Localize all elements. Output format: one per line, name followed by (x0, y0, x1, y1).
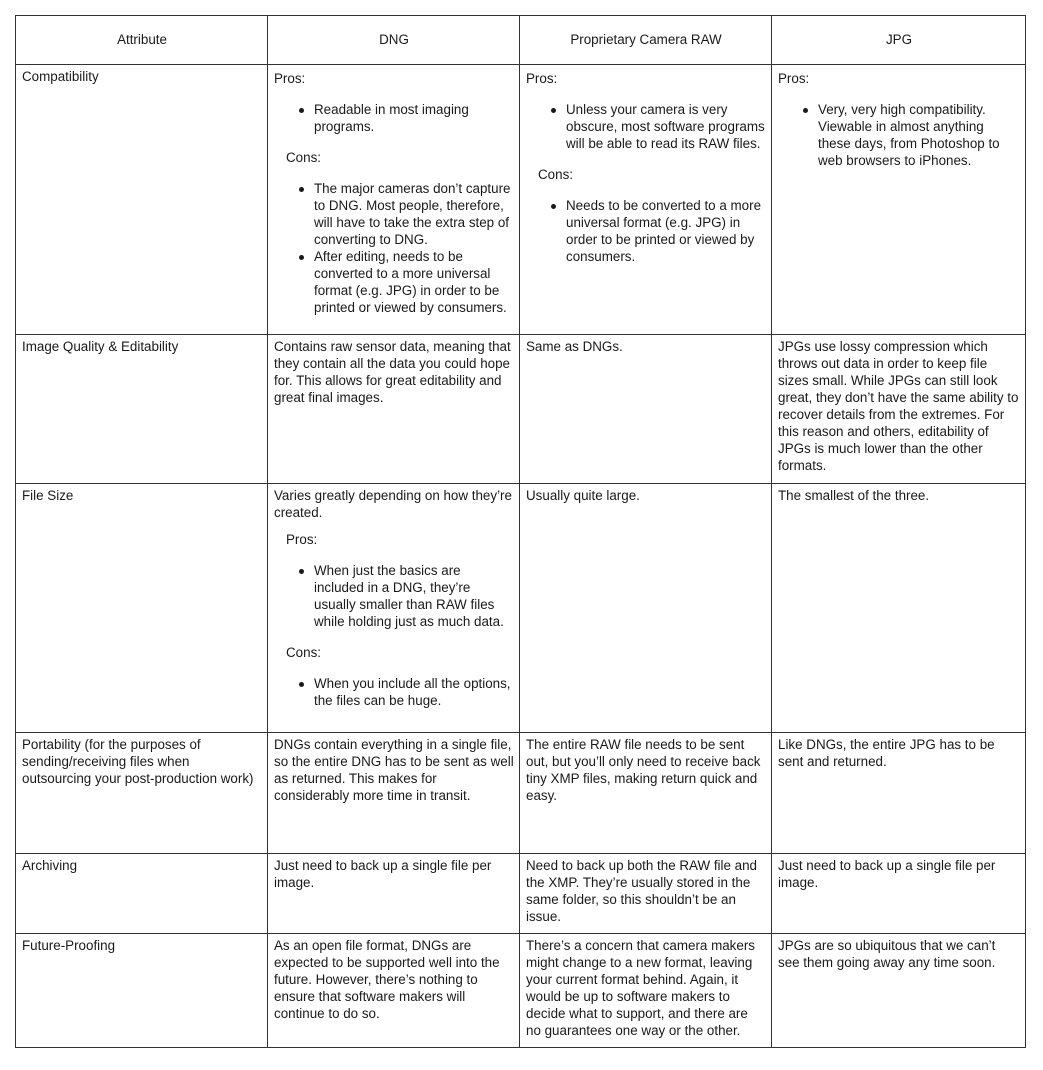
cons-label: Cons: (286, 645, 321, 660)
pros-label: Pros: (274, 71, 306, 86)
cell-text: Just need to back up a single file per image. (274, 858, 492, 890)
jpg-cell (772, 335, 1026, 484)
jpg-cell (772, 733, 1026, 854)
cell-text: The smallest of the three. (778, 488, 930, 503)
list-item: Needs to be converted to a more universal format (e.g. JPG) in order to be printed or viewed by consumers. (566, 197, 766, 265)
pros-label: Pros: (526, 71, 558, 86)
cell-text: Same as DNGs. (526, 339, 623, 354)
dng-cell (268, 484, 520, 733)
cell-text: Usually quite large. (526, 488, 640, 503)
table-row (16, 854, 1026, 934)
raw-cell (520, 65, 772, 335)
list-item: The major cameras don’t capture to DNG. Most people, therefore, will have to take the extra step of converting to DNG. (314, 180, 514, 248)
dng-cell (268, 335, 520, 484)
raw-cell (520, 934, 772, 1048)
raw-cell (520, 733, 772, 854)
attribute-cell: Archiving (16, 854, 268, 934)
cons-label: Cons: (286, 150, 321, 165)
cons-label: Cons: (538, 167, 573, 182)
dng-cell (268, 65, 520, 335)
cell-text: JPGs are so ubiquitous that we can’t see them going away any time soon. (778, 938, 996, 970)
pros-list (778, 101, 1020, 169)
dng-cell (268, 733, 520, 854)
cell-text: As an open file format, DNGs are expected to be supported well into the future. However, there’s nothing to ensure that software makers will continue to do so. (274, 938, 500, 1021)
cons-list (274, 675, 514, 709)
attribute-cell: Future-Proofing (16, 934, 268, 1048)
table-row (16, 335, 1026, 484)
jpg-cell (772, 934, 1026, 1048)
attribute-cell: Compatibility (16, 65, 268, 335)
jpg-cell (772, 65, 1026, 335)
jpg-cell (772, 854, 1026, 934)
list-item: After editing, needs to be converted to a more universal format (e.g. JPG) in order to be printed or viewed by consumers. (314, 248, 514, 316)
pros-label: Pros: (778, 71, 810, 86)
attribute-cell: File Size (16, 484, 268, 733)
cell-text: Varies greatly depending on how they’re created. (274, 488, 512, 520)
cell-text: Contains raw sensor data, meaning that they contain all the data you could hope for. This allows for great editability and great final images. (274, 339, 511, 405)
raw-cell (520, 484, 772, 733)
header-row (16, 16, 1026, 65)
table-row (16, 484, 1026, 733)
cell-text: Need to back up both the RAW file and the XMP. They’re usually stored in the same folder, so this shouldn’t be an issue. (526, 858, 758, 924)
pros-list (526, 101, 766, 152)
pros-label: Pros: (286, 532, 318, 547)
list-item: Unless your camera is very obscure, most software programs will be able to read its RAW files. (566, 102, 765, 151)
cell-text: Just need to back up a single file per image. (778, 858, 996, 890)
table-row (16, 733, 1026, 854)
cell-text: DNGs contain everything in a single file, so the entire DNG has to be sent as well as returned. This makes for considerably more time in transit. (274, 737, 514, 803)
cons-list (526, 197, 766, 265)
attribute-cell: Image Quality & Editability (16, 335, 268, 484)
raw-cell (520, 335, 772, 484)
cell-text: Like DNGs, the entire JPG has to be sent and returned. (778, 737, 995, 769)
header-attribute: Attribute (16, 16, 268, 65)
raw-cell (520, 854, 772, 934)
cons-list (274, 180, 514, 316)
table-row (16, 65, 1026, 335)
dng-cell (268, 934, 520, 1048)
cell-text: The entire RAW file needs to be sent out, but you’ll only need to receive back tiny XMP files, making return quick and easy. (526, 737, 761, 803)
list-item: When you include all the options, the files can be huge. (314, 675, 514, 709)
attribute-cell: Portability (for the purposes of sending/receiving files when outsourcing your post-production work) (16, 733, 268, 854)
comparison-table (15, 15, 1026, 1048)
cell-text: JPGs use lossy compression which throws out data in order to keep file sizes small. While JPGs can still look great, they don’t have the same ability to recover details from the extremes. For this reason and others, editability of JPGs is much lower than the other formats. (778, 339, 1019, 473)
list-item: Very, very high compatibility. Viewable in almost anything these days, from Photoshop to web browsers to iPhones. (818, 101, 1020, 169)
header-dng: DNG (268, 16, 520, 65)
dng-cell (268, 854, 520, 934)
header-jpg: JPG (772, 16, 1026, 65)
header-raw: Proprietary Camera RAW (520, 16, 772, 65)
pros-list (274, 101, 514, 135)
list-item: When just the basics are included in a DNG, they’re usually smaller than RAW files while holding just as much data. (314, 562, 514, 630)
list-item: Readable in most imaging programs. (314, 101, 514, 135)
jpg-cell (772, 484, 1026, 733)
pros-list (274, 562, 514, 630)
table-row (16, 934, 1026, 1048)
cell-text: There’s a concern that camera makers might change to a new format, leaving your current format behind. Again, it would be up to software makers to decide what to support, and there are no guarantees one way or the other. (526, 938, 755, 1038)
